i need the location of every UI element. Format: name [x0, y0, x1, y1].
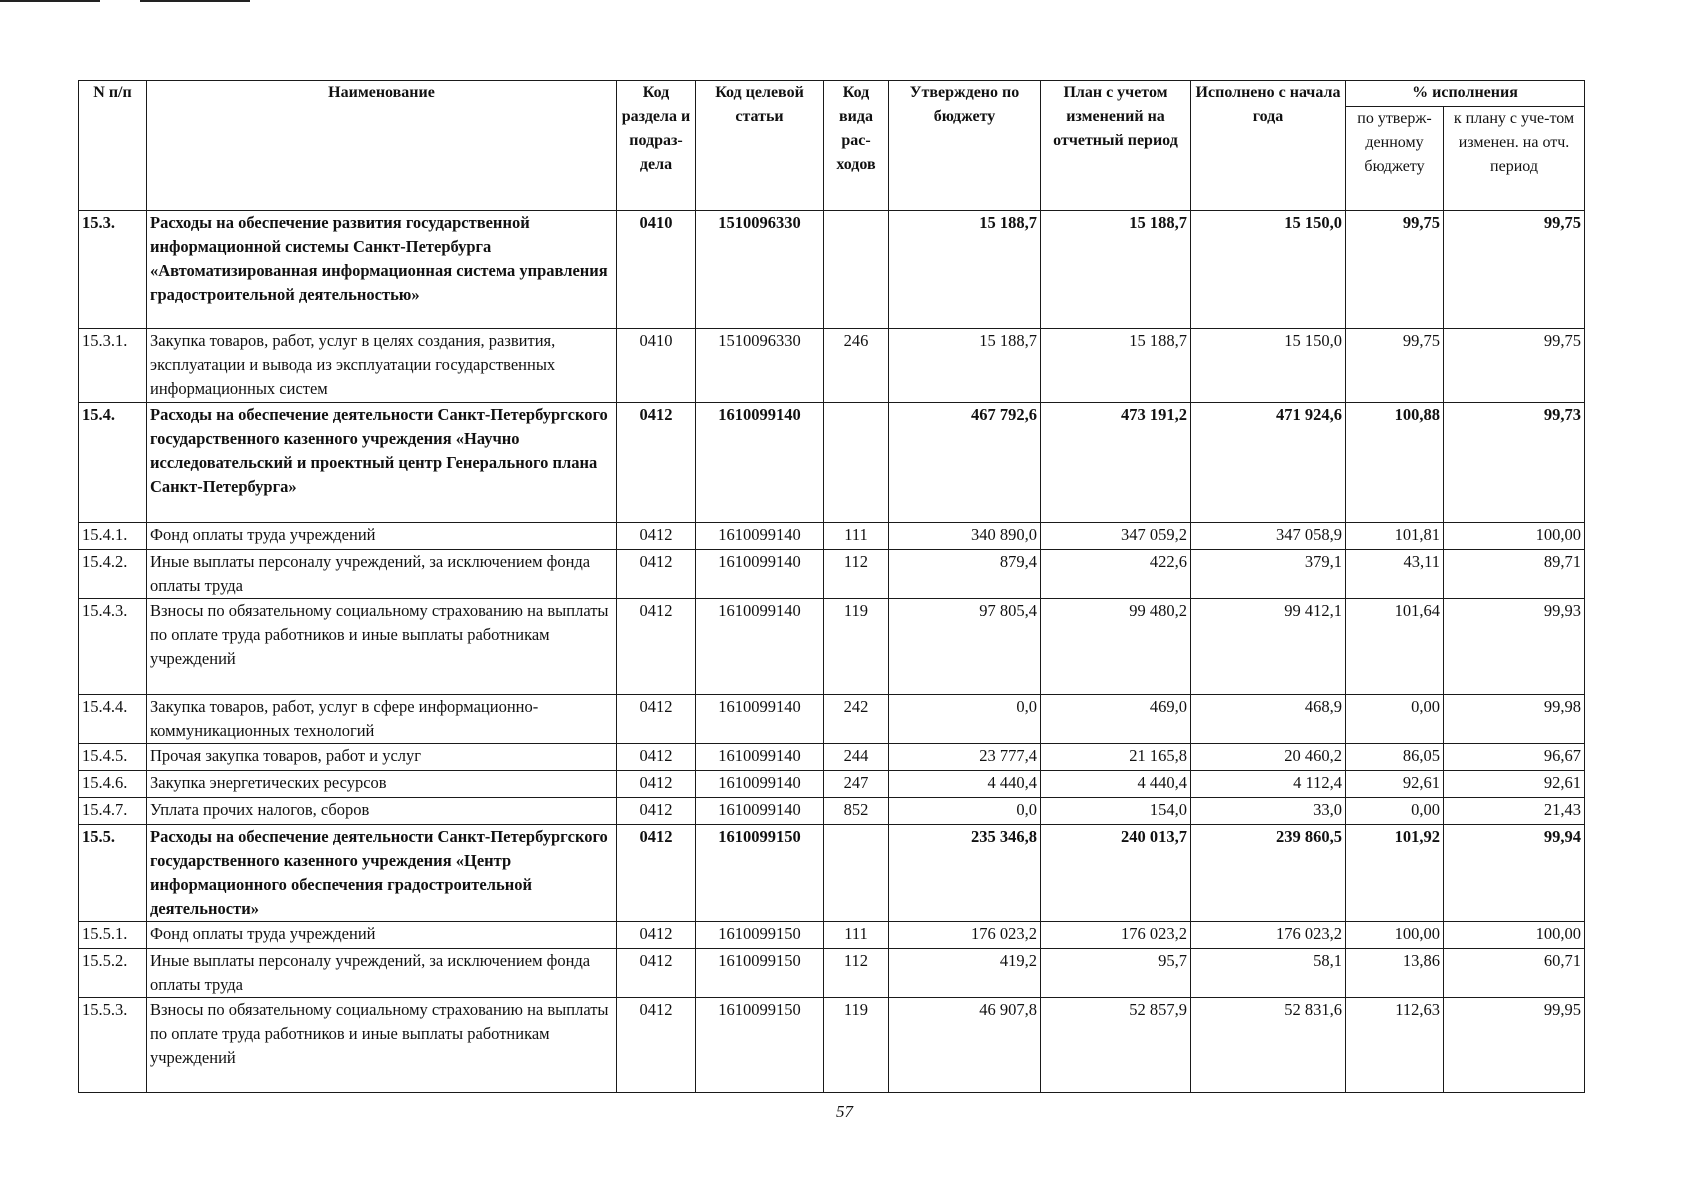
row-executed: 33,0 [1191, 798, 1346, 825]
row-plan: 469,0 [1041, 695, 1191, 744]
header-name: Наименование [147, 81, 617, 211]
table-row [79, 329, 1585, 403]
row-name: Расходы на обеспечение деятельности Санкт-Петербургского государственного казенного учреждения «Центр информационного обеспечения градостроительной деятельности» [147, 825, 617, 922]
row-name: Расходы на обеспечение деятельности Санкт-Петербургского государственного казенного учреждения «Научно исследовательский и проектный центр Генерального плана Санкт-Петербурга» [147, 403, 617, 523]
row-percent-plan: 96,67 [1444, 744, 1585, 771]
row-percent-plan: 99,73 [1444, 403, 1585, 523]
row-expense-type: 112 [824, 550, 889, 599]
table-row [79, 771, 1585, 798]
row-plan: 99 480,2 [1041, 599, 1191, 695]
row-target-code: 1610099140 [696, 599, 824, 695]
row-target-code: 1610099140 [696, 744, 824, 771]
table-row [79, 599, 1585, 695]
row-target-code: 1510096330 [696, 211, 824, 329]
row-plan: 15 188,7 [1041, 211, 1191, 329]
row-target-code: 1610099140 [696, 550, 824, 599]
header-approved: Утверждено по бюджету [889, 81, 1041, 211]
row-expense-type: 111 [824, 523, 889, 550]
row-target-code: 1610099140 [696, 771, 824, 798]
header-section-code: Код раздела и подраз-дела [617, 81, 696, 211]
row-target-code: 1610099140 [696, 523, 824, 550]
table-row [79, 523, 1585, 550]
row-expense-type: 111 [824, 922, 889, 949]
page-number: 57 [836, 1102, 853, 1121]
row-percent-approved: 92,61 [1346, 771, 1444, 798]
row-expense-type: 112 [824, 949, 889, 998]
row-name: Взносы по обязательному социальному страхованию на выплаты по оплате труда работников и иные выплаты работникам учреждений [147, 998, 617, 1093]
table-row [79, 550, 1585, 599]
header-plan: План с учетом изменений на отчетный период [1041, 81, 1191, 211]
header-percent-approved: по утверж-денному бюджету [1346, 107, 1444, 211]
row-expense-type: 244 [824, 744, 889, 771]
row-section-code: 0412 [617, 998, 696, 1093]
row-plan: 52 857,9 [1041, 998, 1191, 1093]
row-expense-type: 246 [824, 329, 889, 403]
row-percent-approved: 43,11 [1346, 550, 1444, 599]
row-name: Иные выплаты персоналу учреждений, за исключением фонда оплаты труда [147, 949, 617, 998]
row-approved: 46 907,8 [889, 998, 1041, 1093]
row-number: 15.5.2. [79, 949, 147, 998]
row-expense-type: 119 [824, 599, 889, 695]
table-row [79, 922, 1585, 949]
row-expense-type [824, 403, 889, 523]
row-plan: 347 059,2 [1041, 523, 1191, 550]
row-executed: 15 150,0 [1191, 329, 1346, 403]
row-number: 15.4.6. [79, 771, 147, 798]
row-percent-approved: 112,63 [1346, 998, 1444, 1093]
row-executed: 347 058,9 [1191, 523, 1346, 550]
row-approved: 15 188,7 [889, 211, 1041, 329]
row-expense-type: 247 [824, 771, 889, 798]
row-executed: 99 412,1 [1191, 599, 1346, 695]
row-section-code: 0412 [617, 922, 696, 949]
row-percent-approved: 0,00 [1346, 798, 1444, 825]
table-row [79, 825, 1585, 922]
row-section-code: 0412 [617, 695, 696, 744]
row-plan: 422,6 [1041, 550, 1191, 599]
table-row [79, 949, 1585, 998]
row-percent-plan: 99,98 [1444, 695, 1585, 744]
row-percent-approved: 101,92 [1346, 825, 1444, 922]
row-expense-type: 119 [824, 998, 889, 1093]
row-approved: 176 023,2 [889, 922, 1041, 949]
row-plan: 473 191,2 [1041, 403, 1191, 523]
row-name: Иные выплаты персоналу учреждений, за исключением фонда оплаты труда [147, 550, 617, 599]
table-row [79, 695, 1585, 744]
row-section-code: 0412 [617, 599, 696, 695]
row-percent-approved: 100,00 [1346, 922, 1444, 949]
row-executed: 52 831,6 [1191, 998, 1346, 1093]
budget-execution-table [78, 80, 1585, 1093]
row-number: 15.4.3. [79, 599, 147, 695]
row-name: Прочая закупка товаров, работ и услуг [147, 744, 617, 771]
row-plan: 240 013,7 [1041, 825, 1191, 922]
header-percent-plan: к плану с уче-том изменен. на отч. период [1444, 107, 1585, 211]
row-percent-plan: 100,00 [1444, 922, 1585, 949]
row-percent-approved: 13,86 [1346, 949, 1444, 998]
row-target-code: 1610099150 [696, 949, 824, 998]
row-section-code: 0410 [617, 329, 696, 403]
row-number: 15.4. [79, 403, 147, 523]
row-percent-plan: 99,94 [1444, 825, 1585, 922]
row-approved: 467 792,6 [889, 403, 1041, 523]
row-number: 15.5. [79, 825, 147, 922]
row-expense-type: 852 [824, 798, 889, 825]
row-name: Взносы по обязательному социальному страхованию на выплаты по оплате труда работников и иные выплаты работникам учреждений [147, 599, 617, 695]
table-body [79, 211, 1585, 1093]
row-approved: 419,2 [889, 949, 1041, 998]
row-percent-plan: 99,75 [1444, 211, 1585, 329]
row-number: 15.4.4. [79, 695, 147, 744]
row-section-code: 0412 [617, 949, 696, 998]
row-name: Закупка товаров, работ, услуг в целях создания, развития, эксплуатации и вывода из эксплуатации государственных информационных систем [147, 329, 617, 403]
header-executed: Исполнено с начала года [1191, 81, 1346, 211]
row-target-code: 1610099140 [696, 798, 824, 825]
row-percent-plan: 21,43 [1444, 798, 1585, 825]
row-section-code: 0412 [617, 825, 696, 922]
row-percent-approved: 101,81 [1346, 523, 1444, 550]
row-section-code: 0412 [617, 550, 696, 599]
row-executed: 15 150,0 [1191, 211, 1346, 329]
row-percent-approved: 86,05 [1346, 744, 1444, 771]
row-executed: 379,1 [1191, 550, 1346, 599]
row-plan: 95,7 [1041, 949, 1191, 998]
row-executed: 4 112,4 [1191, 771, 1346, 798]
header-percent-group: % исполнения [1346, 81, 1585, 107]
row-section-code: 0412 [617, 403, 696, 523]
table-row [79, 998, 1585, 1093]
row-expense-type: 242 [824, 695, 889, 744]
row-number: 15.3.1. [79, 329, 147, 403]
row-percent-plan: 92,61 [1444, 771, 1585, 798]
row-executed: 239 860,5 [1191, 825, 1346, 922]
row-approved: 0,0 [889, 695, 1041, 744]
table-row [79, 211, 1585, 329]
row-percent-approved: 0,00 [1346, 695, 1444, 744]
header-no: N п/п [79, 81, 147, 211]
table-row [79, 403, 1585, 523]
row-number: 15.4.7. [79, 798, 147, 825]
row-plan: 21 165,8 [1041, 744, 1191, 771]
row-plan: 4 440,4 [1041, 771, 1191, 798]
row-percent-plan: 99,93 [1444, 599, 1585, 695]
row-target-code: 1610099150 [696, 922, 824, 949]
row-approved: 235 346,8 [889, 825, 1041, 922]
row-approved: 340 890,0 [889, 523, 1041, 550]
row-executed: 58,1 [1191, 949, 1346, 998]
row-plan: 15 188,7 [1041, 329, 1191, 403]
row-number: 15.5.3. [79, 998, 147, 1093]
row-target-code: 1610099140 [696, 403, 824, 523]
row-percent-plan: 89,71 [1444, 550, 1585, 599]
row-approved: 0,0 [889, 798, 1041, 825]
header-expense-type: Код вида рас-ходов [824, 81, 889, 211]
scan-artifact-line [0, 0, 100, 2]
row-plan: 154,0 [1041, 798, 1191, 825]
row-name: Фонд оплаты труда учреждений [147, 523, 617, 550]
scan-artifact-line [140, 0, 250, 2]
row-percent-approved: 100,88 [1346, 403, 1444, 523]
row-target-code: 1610099140 [696, 695, 824, 744]
row-plan: 176 023,2 [1041, 922, 1191, 949]
row-target-code: 1610099150 [696, 825, 824, 922]
row-number: 15.5.1. [79, 922, 147, 949]
row-percent-plan: 99,95 [1444, 998, 1585, 1093]
row-executed: 471 924,6 [1191, 403, 1346, 523]
row-name: Уплата прочих налогов, сборов [147, 798, 617, 825]
row-number: 15.4.2. [79, 550, 147, 599]
row-name: Закупка товаров, работ, услуг в сфере информационно-коммуникационных технологий [147, 695, 617, 744]
row-approved: 15 188,7 [889, 329, 1041, 403]
row-approved: 4 440,4 [889, 771, 1041, 798]
row-target-code: 1610099150 [696, 998, 824, 1093]
row-section-code: 0412 [617, 744, 696, 771]
row-expense-type [824, 825, 889, 922]
row-executed: 20 460,2 [1191, 744, 1346, 771]
row-section-code: 0410 [617, 211, 696, 329]
row-percent-approved: 99,75 [1346, 329, 1444, 403]
row-executed: 468,9 [1191, 695, 1346, 744]
row-executed: 176 023,2 [1191, 922, 1346, 949]
row-section-code: 0412 [617, 771, 696, 798]
row-target-code: 1510096330 [696, 329, 824, 403]
row-percent-plan: 100,00 [1444, 523, 1585, 550]
row-section-code: 0412 [617, 798, 696, 825]
row-section-code: 0412 [617, 523, 696, 550]
row-number: 15.3. [79, 211, 147, 329]
row-percent-approved: 101,64 [1346, 599, 1444, 695]
row-percent-approved: 99,75 [1346, 211, 1444, 329]
row-number: 15.4.1. [79, 523, 147, 550]
row-approved: 23 777,4 [889, 744, 1041, 771]
header-target-code: Код целевой статьи [696, 81, 824, 211]
row-approved: 97 805,4 [889, 599, 1041, 695]
row-expense-type [824, 211, 889, 329]
row-approved: 879,4 [889, 550, 1041, 599]
row-name: Закупка энергетических ресурсов [147, 771, 617, 798]
row-name: Расходы на обеспечение развития государственной информационной системы Санкт-Петербурга «Автоматизированная информационная система управления градостроительной деятельностью» [147, 211, 617, 329]
table-row [79, 744, 1585, 771]
row-number: 15.4.5. [79, 744, 147, 771]
table-row [79, 798, 1585, 825]
row-name: Фонд оплаты труда учреждений [147, 922, 617, 949]
row-percent-plan: 99,75 [1444, 329, 1585, 403]
row-percent-plan: 60,71 [1444, 949, 1585, 998]
